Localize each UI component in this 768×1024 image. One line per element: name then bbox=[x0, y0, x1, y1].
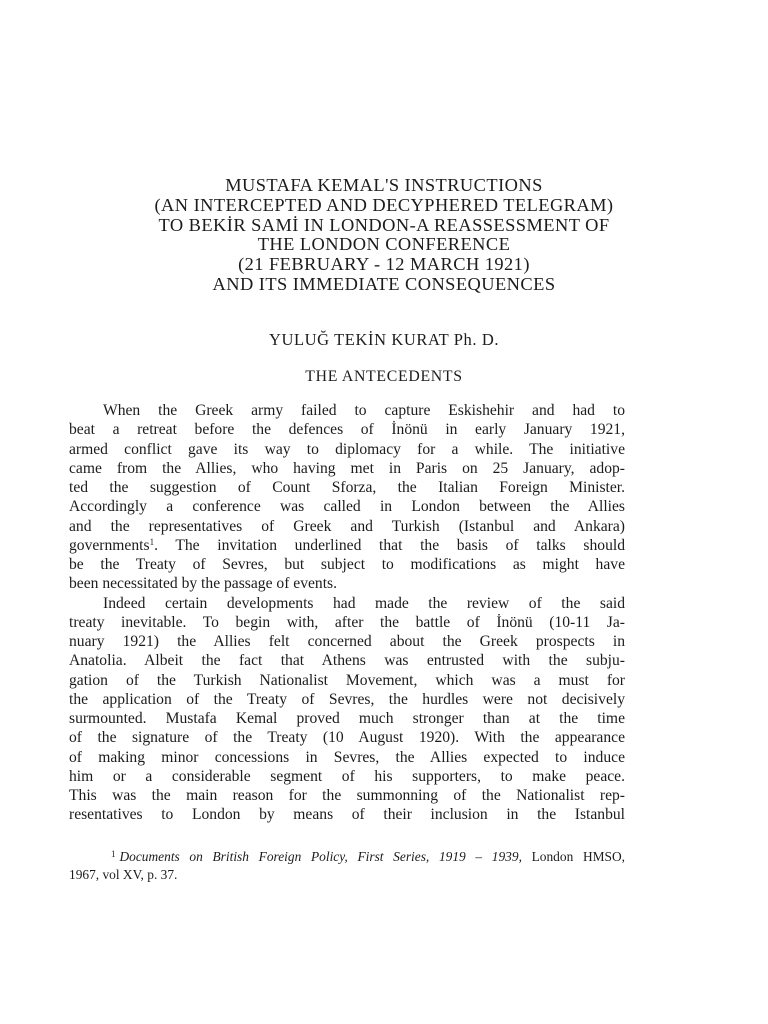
body-text bbox=[69, 401, 625, 825]
body-line: ted the suggestion of Count Sforza, the Italian Foreign Minister. bbox=[69, 479, 625, 496]
title-line: MUSTAFA KEMAL'S INSTRUCTIONS bbox=[225, 175, 543, 195]
body-line: be the Treaty of Sevres, but subject to modifications as might have bbox=[69, 556, 625, 573]
footnote-line bbox=[69, 845, 625, 866]
footnote-publisher: London HMSO, bbox=[531, 849, 625, 864]
body-text-segment: governments bbox=[69, 536, 150, 554]
body-line: of the signature of the Treaty (10 August 1920). With the appearance bbox=[69, 729, 625, 747]
body-line: resentatives to London by means of their inclusion in the Istanbul bbox=[69, 806, 625, 824]
body-line: him or a considerable segment of his supporters, to make peace. bbox=[69, 767, 625, 785]
body-line: Accordingly a conference was called in London between the Allies bbox=[69, 498, 625, 516]
body-line: Indeed certain developments had made the review of the said bbox=[103, 594, 625, 612]
body-line bbox=[69, 536, 625, 555]
body-line: When the Greek army failed to capture Eskishehir and had to bbox=[103, 402, 625, 419]
body-line: of making minor concessions in Sevres, the Allies expected to induce bbox=[69, 748, 625, 766]
body-line: surmounted. Mustafa Kemal proved much stronger than at the time bbox=[69, 710, 625, 727]
body-line: nuary 1921) the Allies felt concerned about the Greek prospects in bbox=[69, 633, 625, 650]
body-line: This was the main reason for the summonning of the Nationalist rep- bbox=[69, 787, 625, 804]
footnote-reference: 1 bbox=[149, 536, 155, 547]
body-text-segment: . The invitation underlined that the basis of talks should bbox=[154, 536, 625, 554]
title-line: TO BEKİR SAMİ IN LONDON-A REASSESSMENT OF bbox=[158, 214, 610, 235]
body-line: been necessitated by the passage of events. bbox=[69, 575, 338, 593]
body-line: Anatolia. Albeit the fact that Athens was entrusted with the subju- bbox=[69, 652, 625, 670]
title-line: (21 FEBRUARY - 12 MARCH 1921) bbox=[238, 254, 530, 275]
footnote-line: 1967, vol XV, p. 37. bbox=[69, 867, 178, 882]
section-heading: THE ANTECEDENTS bbox=[305, 368, 463, 385]
article-title bbox=[40, 176, 728, 295]
title-line: THE LONDON CONFERENCE bbox=[257, 234, 511, 255]
body-line: came from the Allies, who having met in Paris on 25 January, adop- bbox=[69, 459, 625, 477]
body-line: beat a retreat before the defences of İnönü in early January 1921, bbox=[69, 421, 625, 439]
title-line: (AN INTERCEPTED AND DECYPHERED TELEGRAM) bbox=[154, 194, 614, 215]
footnote-source-title: Documents on British Foreign Policy, First Series, 1919 – 1939, bbox=[119, 849, 522, 864]
footnote bbox=[69, 845, 625, 884]
body-line: armed conflict gave its way to diplomacy for a while. The initiative bbox=[69, 440, 625, 458]
body-line: and the representatives of Greek and Turkish (Istanbul and Ankara) bbox=[69, 517, 625, 535]
body-line: gation of the Turkish Nationalist Movement, which was a must for bbox=[69, 671, 625, 689]
body-line: treaty inevitable. To begin with, after the battle of İnönü (10-11 Ja- bbox=[69, 613, 625, 631]
title-line: AND ITS IMMEDIATE CONSEQUENCES bbox=[212, 273, 556, 294]
author-name: YULUĞ TEKİN KURAT Ph. D. bbox=[268, 330, 500, 349]
footnote-marker: 1 bbox=[111, 849, 116, 859]
body-line: the application of the Treaty of Sevres, the hurdles were not decisively bbox=[69, 690, 625, 708]
